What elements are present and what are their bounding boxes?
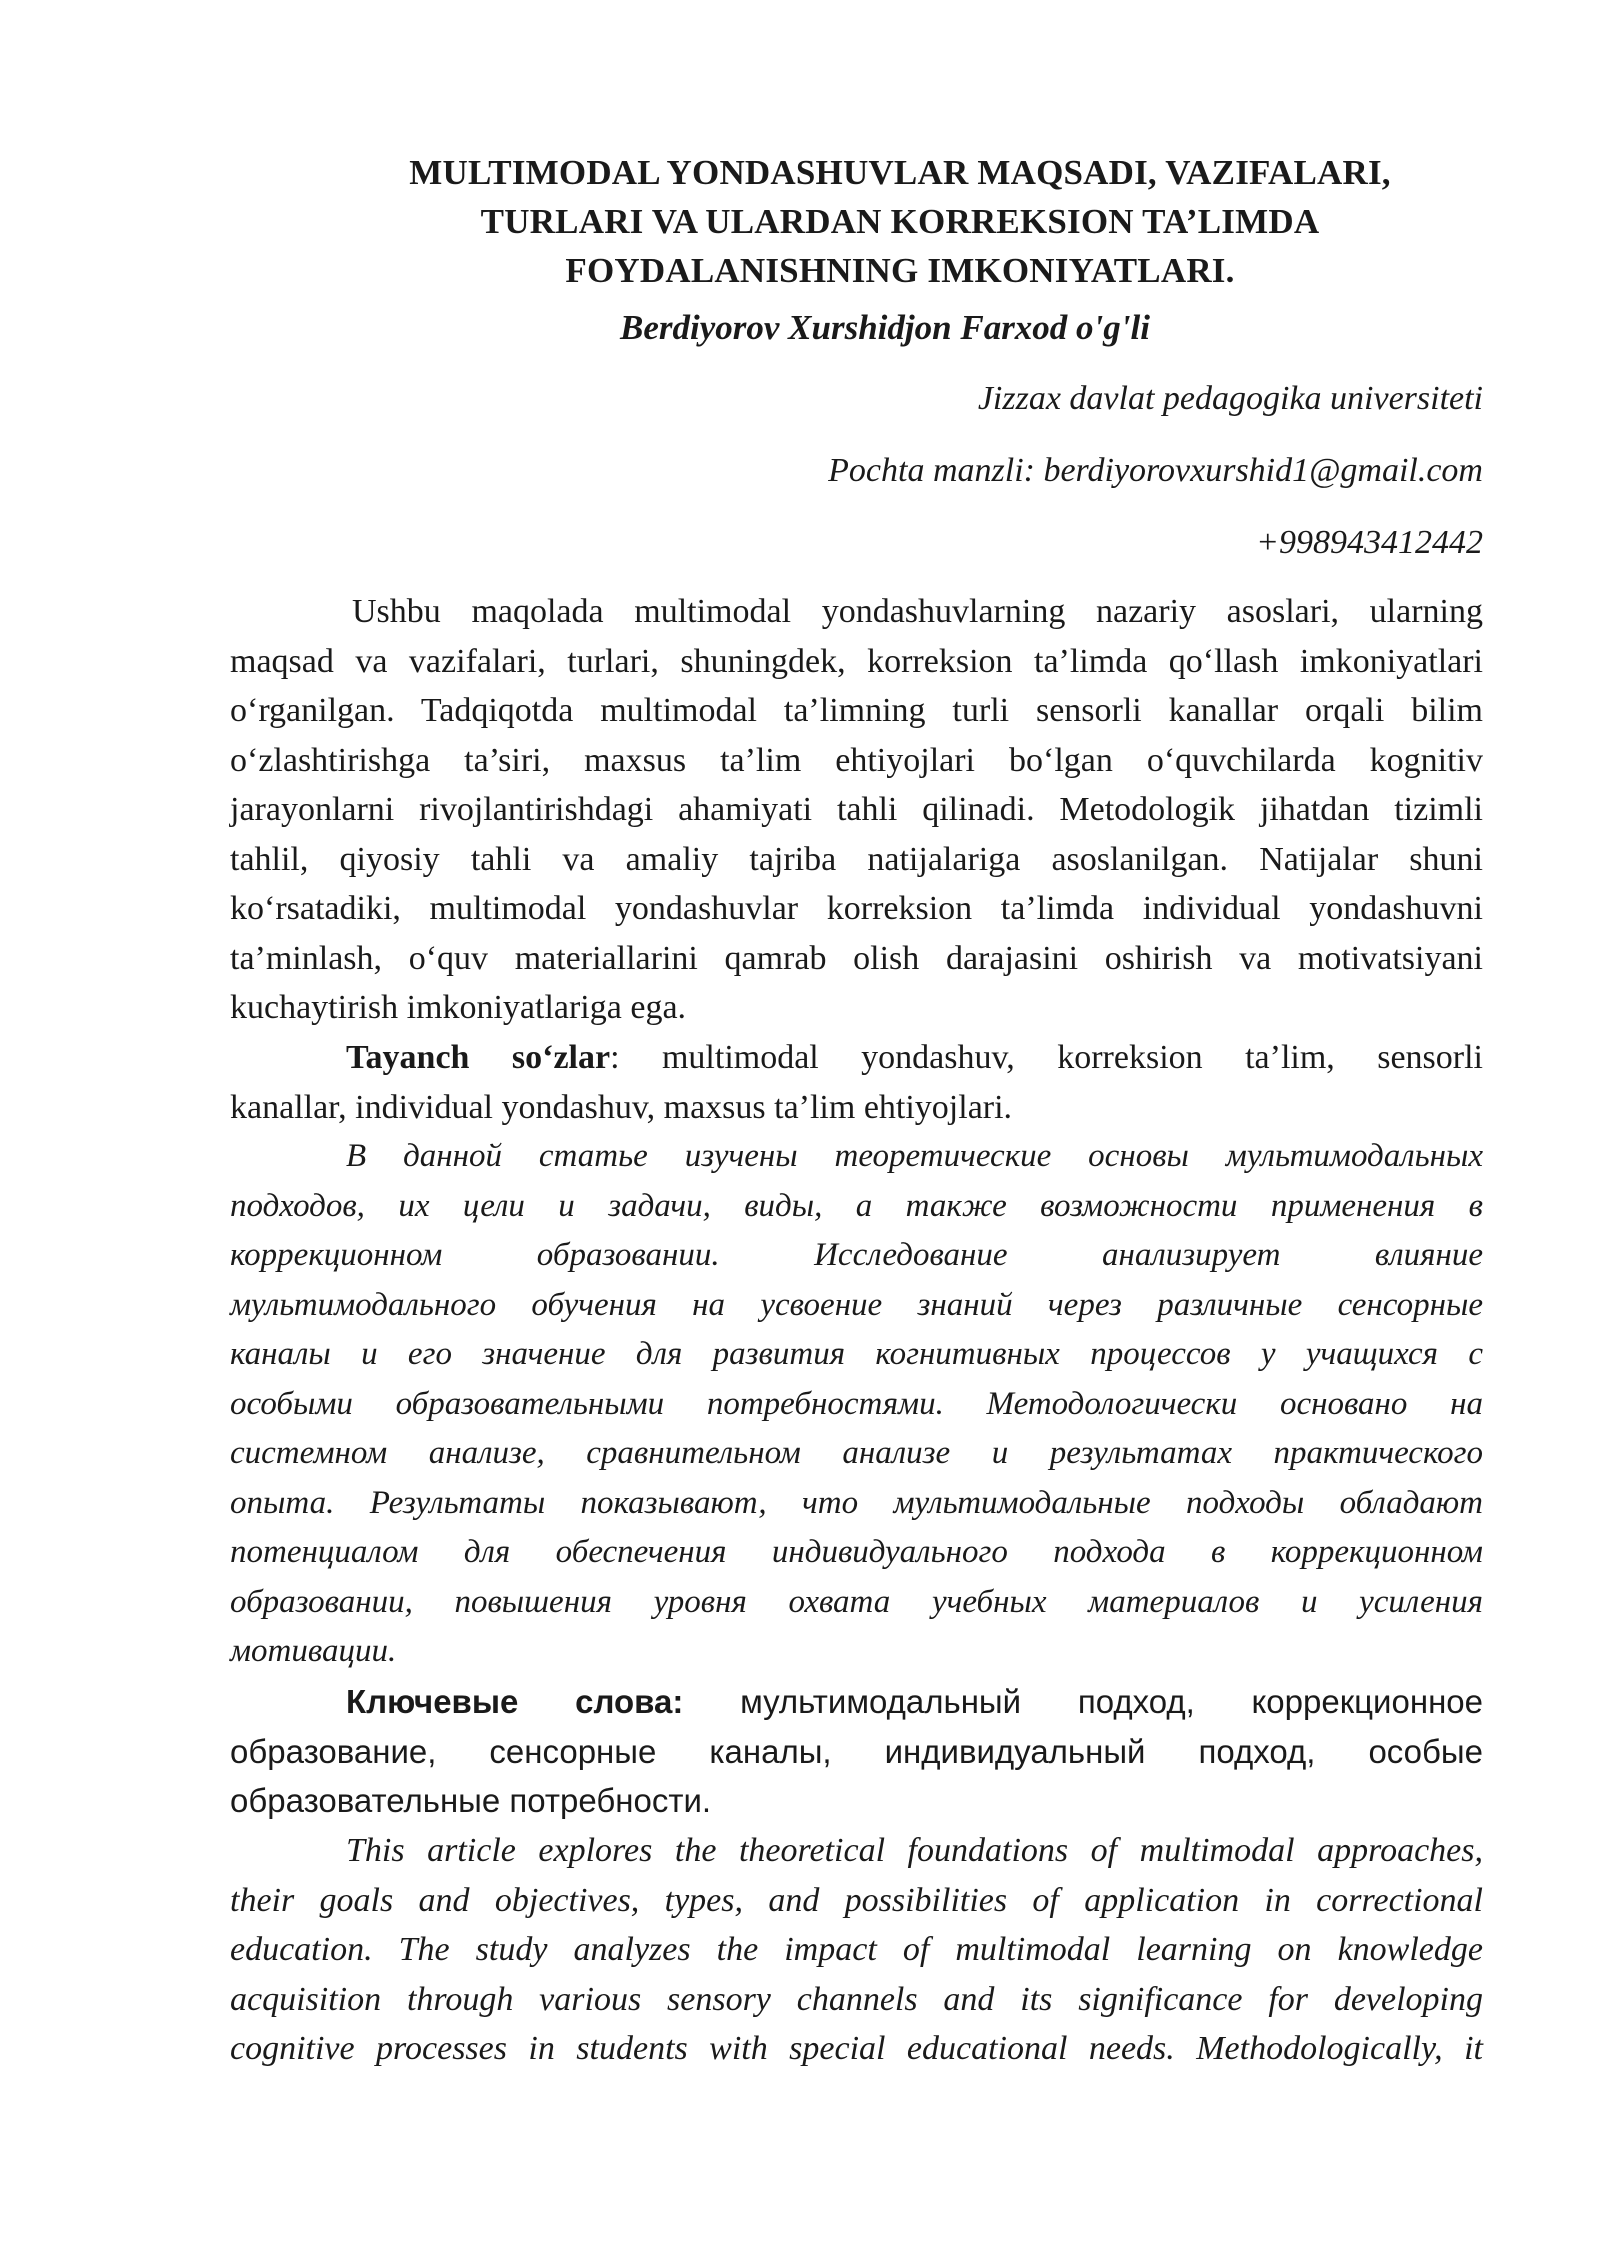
abstract-line: особыми образовательными потребностями. Методологически основано на [230, 1385, 1483, 1422]
abstract-line: системном анализе, сравнительном анализе и результатах практического [230, 1435, 1483, 1471]
abstract-line: мотивации. [230, 1633, 397, 1669]
abstract-line: Ushbu maqolada multimodal yondashuvlarning nazariy asoslari, ularning [352, 593, 1483, 630]
author-email: Pochta manzli: berdiyorovxurshid1@gmail.com [828, 452, 1483, 489]
article-title [300, 148, 1500, 295]
keywords-text: мультимодальный подход, коррекционное [683, 1683, 1483, 1720]
keywords-line [230, 1033, 1483, 1083]
keywords-line: образовательные потребности. [230, 1782, 712, 1819]
author-phone: +998943412442 [1256, 524, 1483, 561]
keywords-line: образование, сенсорные каналы, индивидуальный подход, особые [230, 1732, 1483, 1770]
abstract-line: мультимодального обучения на усвоение знаний через различные сенсорные [230, 1286, 1483, 1323]
abstract-line: подходов, их цели и задачи, виды, а также возможности применения в [230, 1187, 1483, 1224]
abstract-line: коррекционном образовании. Исследование анализирует влияние [230, 1237, 1483, 1273]
abstract-line: образовании, повышения уровня охвата учебных материалов и усиления [230, 1583, 1483, 1620]
abstract-line: потенциалом для обеспечения индивидуального подхода в коррекционном [230, 1534, 1483, 1570]
abstract-line: tahlil, qiyosiy tahli va amaliy tajriba natijalariga asoslanilgan. Natijalar shuni [230, 840, 1483, 878]
abstract-line: cognitive processes in students with special educational needs. Methodologically, it [230, 2030, 1483, 2067]
abstract-line: jarayonlarni rivojlantirishdagi ahamiyati tahli qilinadi. Metodologik jihatdan tizimli [230, 791, 1483, 828]
author-name: Berdiyorov Xurshidjon Farxod o'g'li [620, 308, 1150, 347]
abstract-russian [230, 1132, 1483, 1677]
keywords-uzbek [230, 1033, 1483, 1132]
abstract-line: education. The study analyzes the impact of multimodal learning on knowledge [230, 1931, 1483, 1968]
title-line: TURLARI VA ULARDAN KORREKSION TA’LIMDA [480, 202, 1320, 241]
abstract-line: This article explores the theoretical foundations of multimodal approaches, [346, 1832, 1483, 1869]
abstract-line: ko‘rsatadiki, multimodal yondashuvlar korreksion ta’limda individual yondashuvni [230, 890, 1483, 927]
keywords-label: Tayanch so‘zlar [346, 1039, 611, 1076]
abstract-line: В данной статье изучены теоретические основы мультимодальных [346, 1138, 1483, 1174]
abstract-line: o‘rganilgan. Tadqiqotda multimodal ta’limning turli sensorli kanallar orqali bilim [230, 692, 1483, 729]
abstract-uzbek [230, 587, 1483, 1033]
keywords-russian [230, 1677, 1483, 1826]
abstract-line: ta’minlash, o‘quv materiallarini qamrab olish darajasini oshirish va motivatsiyani [230, 939, 1483, 977]
abstract-line: acquisition through various sensory channels and its significance for developing [230, 1980, 1483, 2018]
keywords-label: Ключевые слова: [346, 1683, 684, 1720]
abstract-english [230, 1826, 1483, 2074]
keywords-line [230, 1677, 1483, 1727]
abstract-line: kuchaytirish imkoniyatlariga ega. [230, 989, 687, 1026]
abstract-line: опыта. Результаты показывают, что мультимодальные подходы обладают [230, 1484, 1483, 1521]
keywords-text: : multimodal yondashuv, korreksion ta’lim, sensorli [610, 1039, 1483, 1076]
abstract-line: maqsad va vazifalari, turlari, shuningdek, korreksion ta’limda qo‘llash imkoniyatlari [230, 642, 1483, 680]
abstract-line: o‘zlashtirishga ta’siri, maxsus ta’lim ehtiyojlari bo‘lgan o‘quvchilarda kognitiv [230, 741, 1483, 779]
title-line: MULTIMODAL YONDASHUVLAR MAQSADI, VAZIFALARI, [409, 153, 1391, 192]
title-line: FOYDALANISHNING IMKONIYATLARI. [565, 251, 1235, 290]
abstract-line: their goals and objectives, types, and possibilities of application in correctional [230, 1881, 1483, 1919]
keywords-line: kanallar, individual yondashuv, maxsus ta’lim ehtiyojlari. [230, 1088, 1013, 1126]
author-affiliation: Jizzax davlat pedagogika universiteti [977, 380, 1483, 417]
abstract-line: каналы и его значение для развития когнитивных процессов у учащихся с [230, 1336, 1483, 1372]
